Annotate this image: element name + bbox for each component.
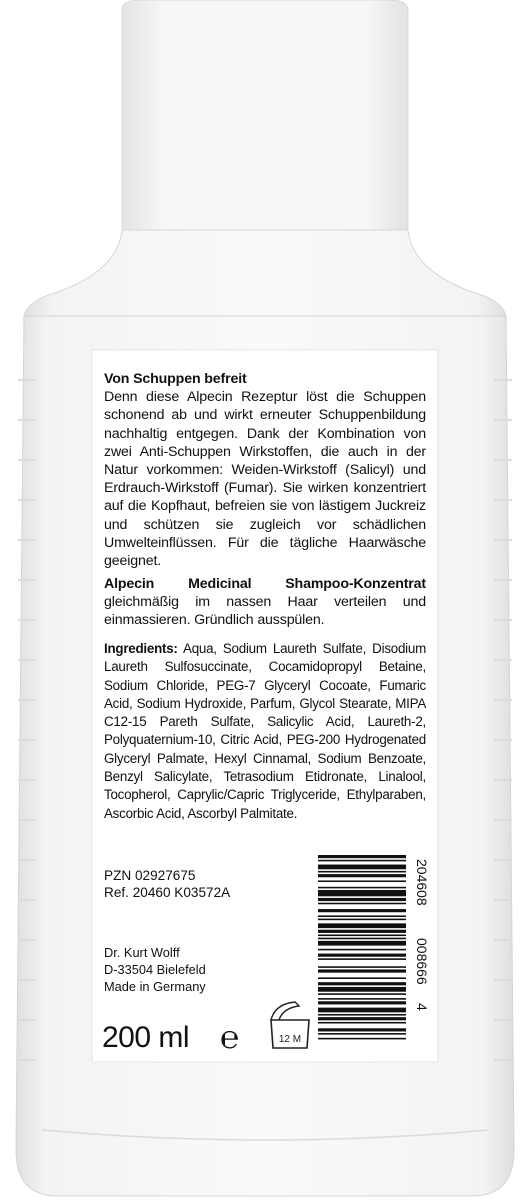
barcode-bar	[318, 977, 406, 979]
barcode-bar	[318, 982, 406, 985]
bottle-shoulder	[24, 230, 506, 316]
barcode-digits	[408, 853, 432, 1043]
pzn-code: PZN 02927675	[104, 868, 196, 883]
barcode-bar	[318, 1022, 406, 1024]
description-block	[104, 370, 426, 570]
barcode-bar	[318, 909, 406, 912]
barcode-bar	[318, 855, 406, 858]
barcode-bar	[318, 1017, 406, 1020]
barcode-digits-left: 008666	[414, 938, 430, 985]
barcode-bar	[318, 958, 406, 960]
ingredients-body: Aqua, Sodium Laureth Sulfate, Disodium Laureth Sulfosuccinate, Cocamidopropyl Betaine, Sodium Chloride, PEG-7 Glyceryl Cocoate, Fumaric Acid, Sodium Hydroxide, Parfum, Glycol Stearate, MIPA C12-15 Pareth Sulfate, Salicylic Acid, Laureth-2, Polyquaternium-10, Citric Acid, PEG-200 Hydrogenated Glyceryl Palmate, Hexyl Cinnamal, Sodium Benzoate, Benzyl Salicylate, Tetrasodium Etidronate, Linalool, Tocopherol, Caprylic/Capric Triglyceride, Ethylparaben, Ascorbic Acid, Ascorbyl Palmitate.	[104, 641, 426, 821]
description-heading: Von Schuppen befreit	[104, 371, 247, 387]
barcode-bar	[318, 934, 406, 936]
product-codes	[104, 867, 230, 901]
barcode-bar	[318, 1001, 406, 1004]
barcode-bar	[318, 998, 406, 1000]
description-body: Denn diese Alpecin Rezeptur löst die Schuppen schonend ab und wirkt erneuter Schuppenbildung nachhaltig entgegen. Dank der Kombination von zwei Anti-Schuppen Wirkstoffen, die auch in der Natur vorkommen: Weiden-Wirkstoff (Salicyl) und Erdrauch-Wirkstoff (Fumar). Sie wirken konzentriert auf die Kopfhaut, befreien sie von lästigem Juckreiz und schützen sie zugleich vor schädlichen Umwelteinflüssen. Für die tägliche Haarwäsche geeignet.	[104, 389, 426, 570]
barcode-bar	[318, 903, 406, 905]
manufacturer-city: D-33504 Bielefeld	[104, 962, 206, 977]
manufacturer-name: Dr. Kurt Wolff	[104, 945, 180, 960]
pao-label: 12 M	[278, 1034, 302, 1045]
barcode-digit-first: 4	[414, 1003, 430, 1011]
barcode-bar	[318, 987, 406, 992]
usage-body: gleichmäßig im nassen Haar verteilen und einmassieren. Gründlich ausspülen.	[104, 594, 426, 629]
barcode-bar	[318, 1028, 406, 1031]
barcode-bar	[318, 919, 406, 921]
barcode-bar	[318, 887, 406, 889]
barcode-bar	[318, 915, 406, 917]
ingredients-block	[104, 640, 426, 823]
bottle-cap	[122, 0, 408, 230]
barcode-bar	[318, 993, 406, 995]
barcode-bar	[318, 1014, 406, 1016]
ingredients-heading: Ingredients:	[104, 641, 178, 656]
barcode-bar	[318, 1033, 406, 1035]
barcode-bar	[318, 954, 406, 957]
barcode-bar	[318, 930, 406, 933]
barcode-bar	[318, 890, 406, 896]
barcode-bar	[318, 871, 406, 873]
barcode-bar	[318, 949, 406, 951]
barcode-bar	[318, 923, 406, 928]
country-of-origin: Made in Germany	[104, 979, 206, 994]
ref-code: Ref. 20460 K03572A	[104, 885, 231, 900]
barcode-digits-right: 204608	[414, 859, 430, 906]
usage-heading: Alpecin Medicinal Shampoo-Konzentrat	[104, 576, 426, 592]
usage-block	[104, 575, 426, 630]
barcode-bar	[318, 966, 406, 968]
barcode-bar	[318, 969, 406, 972]
barcode-bar	[318, 874, 406, 877]
barcode-bar	[318, 1008, 406, 1013]
manufacturer-address	[104, 944, 206, 995]
barcode-bar	[318, 865, 406, 870]
barcode-bar	[318, 860, 406, 862]
barcode-bar	[318, 941, 406, 946]
volume-label: 200 ml	[102, 1021, 190, 1054]
barcode-bar	[318, 938, 406, 940]
open-jar-icon	[265, 1000, 315, 1052]
barcode-bar	[318, 1038, 406, 1040]
barcode-bar	[318, 880, 406, 882]
estimated-sign-icon: ℮	[220, 1019, 240, 1055]
barcode-bar	[318, 898, 406, 901]
